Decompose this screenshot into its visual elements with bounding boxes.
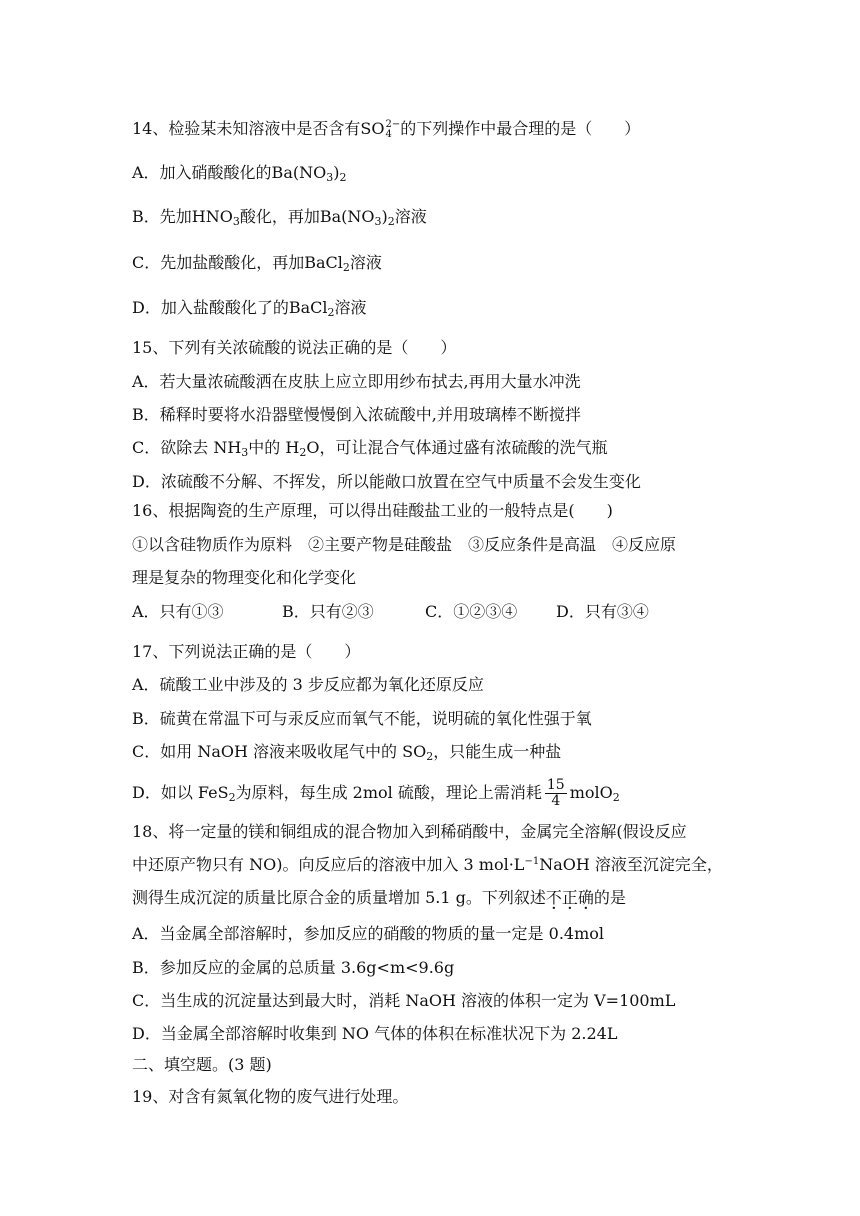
q16-options	[132, 602, 649, 622]
q17-option-a: A．硫酸工业中涉及的 3 步反应都为氧化还原反应	[132, 675, 484, 694]
q18-option-b: B．参加反应的金属的总质量 3.6g<m<9.6g	[132, 958, 455, 977]
q18-option-a: A．当金属全部溶解时，参加反应的硝酸的物质的量一定是 0.4mol	[132, 924, 605, 943]
q17-d-sub: 2	[228, 791, 236, 804]
section-heading: 二、填空题。(3 题)	[132, 1055, 272, 1074]
q16-option-d: D．只有③④	[556, 602, 649, 621]
q14-d-end: 溶液	[334, 298, 367, 317]
q15-c-text2: 中的 H	[248, 438, 300, 457]
q14-b-sub: 3	[232, 215, 240, 228]
q18-option-d: D．当金属全部溶解时收集到 NO 气体的体积在标准状况下为 2.24L	[132, 1024, 618, 1043]
q15-c-text: C．欲除去 NH	[132, 438, 242, 457]
q15-c-sub2: 2	[299, 446, 307, 459]
q14-b-sub3: 2	[387, 215, 395, 228]
q14-option-d	[132, 298, 367, 318]
q14-option-a	[132, 163, 346, 183]
q14-stem	[132, 119, 640, 140]
q14-stem-text-2: 的下列操作中最合理的是（ ）	[400, 119, 641, 138]
q14-a-sub2: 2	[339, 171, 347, 184]
q18-option-c: C．当生成的沉淀量达到最大时，消耗 NaOH 溶液的体积一定为 V=100mL	[132, 991, 676, 1010]
q15-c-text3: O，可让混合气体通过盛有浓硫酸的洗气瓶	[306, 438, 608, 457]
q15-option-d: D．浓硫酸不分解、不挥发，所以能敞口放置在空气中质量不会发生变化	[132, 472, 641, 491]
q14-a-paren: )	[333, 163, 340, 182]
fraction	[545, 778, 567, 809]
fraction-numerator: 15	[546, 777, 565, 793]
q18-line1: 18、将一定量的镁和铜组成的混合物加入到稀硝酸中，金属完全溶解(假设反应	[132, 822, 687, 841]
q14-c-end: 溶液	[349, 253, 382, 272]
q14-d-text: D．加入盐酸酸化了的BaCl	[132, 298, 328, 317]
fraction-denominator: 4	[551, 793, 561, 809]
q16-option-a: A．只有①③	[132, 602, 224, 621]
q16-items-line1: ①以含硅物质作为原料 ②主要产物是硅酸盐 ③反应条件是高温 ④反应原	[132, 535, 677, 554]
q17-stem: 17、下列说法正确的是（ ）	[132, 642, 361, 661]
q18-line3-end: 的是	[593, 888, 626, 907]
q14-b-text: B．先加HNO	[132, 207, 233, 226]
emphasis-char-2: 正	[561, 888, 578, 907]
q17-c-text2: ，只能生成一种盐	[433, 742, 562, 761]
q16-option-c: C．①②③④	[425, 602, 518, 621]
q14-b-end: 溶液	[394, 207, 427, 226]
q14-option-c	[132, 253, 382, 273]
q14-option-b	[132, 207, 427, 227]
q14-c-sub: 2	[342, 261, 350, 274]
q17-d-text2: 为原料，每生成 2mol 硫酸，理论上需消耗	[235, 783, 542, 802]
q17-option-c	[132, 742, 561, 762]
q16-stem: 16、根据陶瓷的生产原理，可以得出硅酸盐工业的一般特点是( )	[132, 501, 613, 520]
q14-b-sub2: 3	[374, 215, 382, 228]
q16-option-b: B．只有②③	[282, 602, 374, 621]
q17-d-text3: molO	[569, 783, 613, 802]
q17-option-d	[132, 778, 620, 809]
q15-option-c	[132, 438, 607, 458]
q18-line2-text: 中还原产物只有 NO)。向反应后的溶液中加入 3 mol·L	[132, 855, 525, 874]
q17-c-sub: 2	[426, 750, 434, 763]
emphasis-char-1: 不	[545, 888, 562, 907]
emphasis-char-3: 确	[577, 888, 594, 907]
q18-line2	[132, 855, 723, 875]
q15-option-a: A．若大量浓硫酸洒在皮肤上应立即用纱布拭去,再用大量水冲洗	[132, 372, 581, 391]
sulfate-charge: 2−	[385, 118, 401, 130]
q17-option-b: B．硫黄在常温下可与汞反应而氧气不能，说明硫的氧化性强于氧	[132, 709, 592, 728]
q18-line3-text: 测得生成沉淀的质量比原合金的质量增加 5.1 g。下列叙述	[132, 888, 546, 907]
q16-items-line2: 理是复杂的物理变化和化学变化	[132, 568, 357, 587]
q15-option-b: B．稀释时要将水沿器壁慢慢倒入浓硫酸中,并用玻璃棒不断搅拌	[132, 405, 581, 424]
q14-d-sub: 2	[327, 306, 335, 319]
sulfate-ion	[384, 119, 400, 140]
q19-stem: 19、对含有氮氧化物的废气进行处理。	[132, 1087, 409, 1106]
q14-a-sub: 3	[326, 171, 334, 184]
q14-b-mid: 酸化，再加Ba(NO	[239, 207, 375, 226]
q18-line2-end: NaOH 溶液至沉淀完全，	[539, 855, 723, 874]
q15-c-sub1: 3	[241, 446, 249, 459]
q14-stem-text: 14、检验某未知溶液中是否含有SO	[132, 119, 385, 138]
q17-d-sub2: 2	[612, 791, 620, 804]
q14-a-text: A．加入硝酸酸化的Ba(NO	[132, 163, 327, 182]
q14-c-text: C．先加盐酸酸化，再加BaCl	[132, 253, 343, 272]
q14-b-paren: )	[381, 207, 388, 226]
sulfate-subscript: 4	[385, 128, 392, 140]
q18-line3	[132, 888, 626, 908]
q17-d-text: D．如以 FeS	[132, 783, 229, 802]
q18-line2-sup: −1	[524, 856, 540, 867]
q17-c-text: C．如用 NaOH 溶液来吸收尾气中的 SO	[132, 742, 427, 761]
q15-stem: 15、下列有关浓硫酸的说法正确的是（ ）	[132, 338, 457, 357]
